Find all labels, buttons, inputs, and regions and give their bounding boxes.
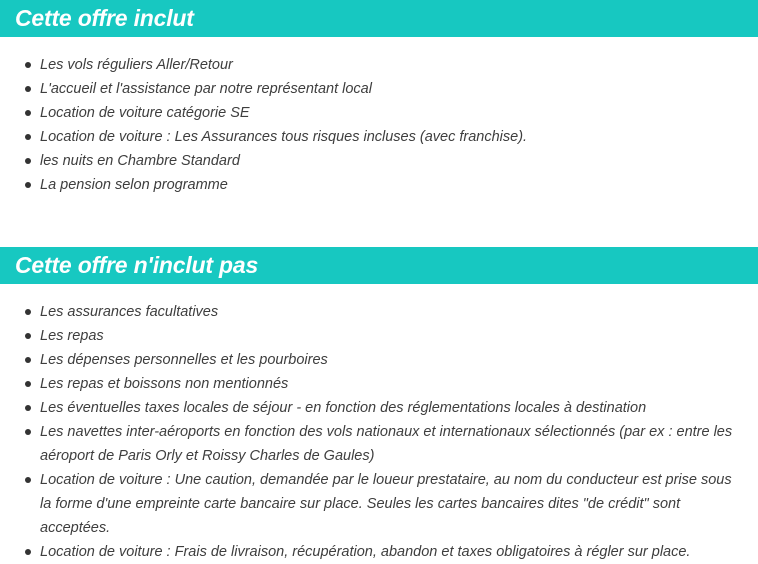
- bullet-dot-icon: [25, 405, 31, 411]
- excluded-item-text: Les éventuelles taxes locales de séjour - en fonction des réglementations locales à destination: [40, 400, 647, 416]
- bullet-dot-icon: [25, 134, 31, 140]
- included-item-text: Location de voiture catégorie SE: [40, 105, 250, 121]
- excluded-item-text: Location de voiture : Frais de livraison, récupération, abandon et taxes obligatoires à régler sur place.: [40, 544, 691, 560]
- included-list-item: [0, 149, 740, 173]
- bullet-dot-icon: [25, 357, 31, 363]
- bullet-dot-icon: [25, 86, 31, 92]
- included-list-item: [0, 53, 740, 77]
- bullet-dot-icon: [25, 477, 31, 483]
- bullet-dot-icon: [25, 333, 31, 339]
- included-items-list: [0, 53, 740, 197]
- bullet-dot-icon: [25, 182, 31, 188]
- excluded-item-text: Location de voiture : Une caution, demandée par le loueur prestataire, au nom du conducteur est prise sous la forme d'une empreinte carte bancaire sur place. Seules les cartes bancaires dites "de crédit" sont acceptées.: [40, 472, 732, 536]
- included-list-item: [0, 173, 740, 197]
- excluded-list-item: [0, 348, 740, 372]
- excluded-item-text: Les repas: [40, 328, 104, 344]
- included-section-title: Cette offre inclut: [15, 5, 194, 31]
- bullet-dot-icon: [25, 158, 31, 164]
- bullet-dot-icon: [25, 429, 31, 435]
- included-item-text: Location de voiture : Les Assurances tous risques incluses (avec franchise).: [40, 129, 528, 145]
- bullet-dot-icon: [25, 62, 31, 68]
- excluded-item-text: Les dépenses personnelles et les pourboires: [40, 352, 328, 368]
- included-item-text: La pension selon programme: [40, 177, 228, 193]
- included-item-text: Les vols réguliers Aller/Retour: [40, 57, 233, 73]
- bullet-dot-icon: [25, 381, 31, 387]
- included-list-item: [0, 125, 740, 149]
- bullet-dot-icon: [25, 549, 31, 555]
- excluded-list-item: [0, 396, 740, 420]
- included-list-item: [0, 101, 740, 125]
- excluded-list-item: [0, 372, 740, 396]
- bullet-dot-icon: [25, 110, 31, 116]
- excluded-item-text: Les repas et boissons non mentionnés: [40, 376, 289, 392]
- excluded-list-item: [0, 420, 740, 468]
- excluded-list-item: [0, 468, 740, 540]
- included-item-text: L'accueil et l'assistance par notre représentant local: [40, 81, 372, 97]
- excluded-list-item: [0, 540, 740, 564]
- excluded-item-text: Les assurances facultatives: [40, 304, 219, 320]
- included-list-item: [0, 77, 740, 101]
- excluded-list-item: [0, 324, 740, 348]
- included-item-text: les nuits en Chambre Standard: [40, 153, 240, 169]
- included-section-header: [0, 0, 758, 37]
- bullet-dot-icon: [25, 309, 31, 315]
- excluded-item-text: Les navettes inter-aéroports en fonction des vols nationaux et internationaux sélectionnés (par ex : entre les aéroport de Paris Orly et Roissy Charles de Gaules): [40, 424, 733, 464]
- excluded-list-item: [0, 300, 740, 324]
- excluded-section-header: [0, 247, 758, 284]
- excluded-items-list: [0, 300, 740, 564]
- excluded-section-title: Cette offre n'inclut pas: [15, 252, 259, 278]
